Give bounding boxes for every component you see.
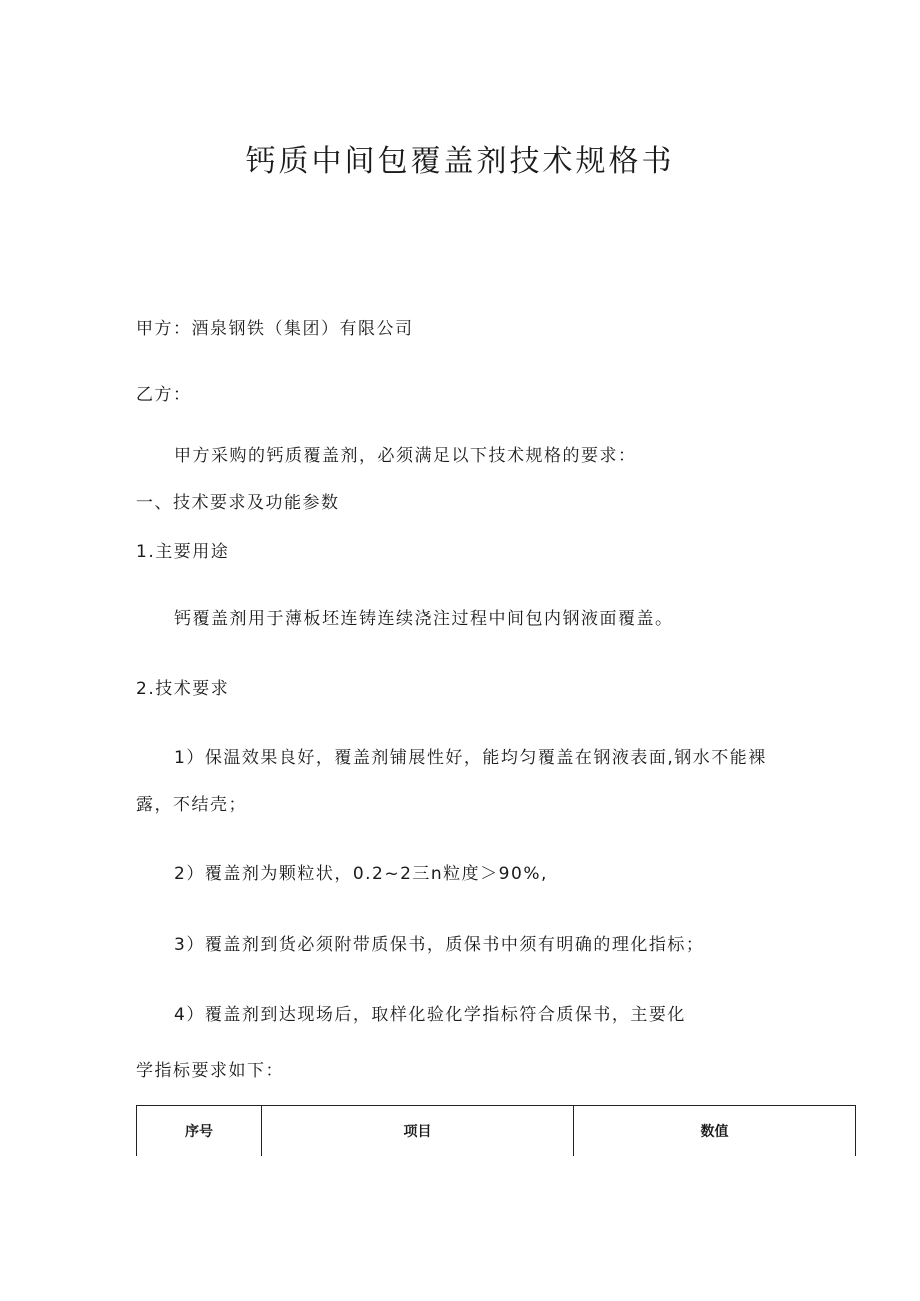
requirement-2: 2）覆盖剂为颗粒状，0.2~2三n粒度＞90%, bbox=[174, 864, 548, 884]
item-1-heading: 1.主要用途 bbox=[136, 542, 230, 562]
item-2-heading: 2.技术要求 bbox=[136, 679, 230, 699]
table-header-serial: 序号 bbox=[137, 1106, 262, 1157]
section-1-heading: 一、技术要求及功能参数 bbox=[136, 493, 340, 513]
requirement-1-line-2: 露，不结壳； bbox=[136, 795, 247, 815]
table-header-value: 数值 bbox=[574, 1106, 856, 1157]
item-1-text: 钙覆盖剂用于薄板坯连铸连续浇注过程中间包内钢液面覆盖。 bbox=[174, 609, 674, 629]
chemical-index-table bbox=[136, 1105, 856, 1156]
requirement-3: 3）覆盖剂到货必须附带质保书，质保书中须有明确的理化指标； bbox=[174, 935, 705, 955]
requirement-1-line-1: 1）保温效果良好，覆盖剂铺展性好，能均匀覆盖在钢液表面,钢水不能裸 bbox=[174, 748, 767, 768]
party-b: 乙方： bbox=[136, 385, 192, 405]
table-header-item: 项目 bbox=[262, 1106, 574, 1157]
requirement-4-line-2: 学指标要求如下： bbox=[136, 1061, 284, 1081]
table-header-row bbox=[137, 1106, 856, 1157]
requirement-4-line-1: 4）覆盖剂到达现场后，取样化验化学指标符合质保书，主要化 bbox=[174, 1005, 686, 1025]
intro-paragraph: 甲方采购的钙质覆盖剂，必须满足以下技术规格的要求： bbox=[174, 446, 637, 466]
party-a: 甲方：酒泉钢铁（集团）有限公司 bbox=[136, 319, 414, 339]
document-title: 钙质中间包覆盖剂技术规格书 bbox=[245, 144, 675, 180]
